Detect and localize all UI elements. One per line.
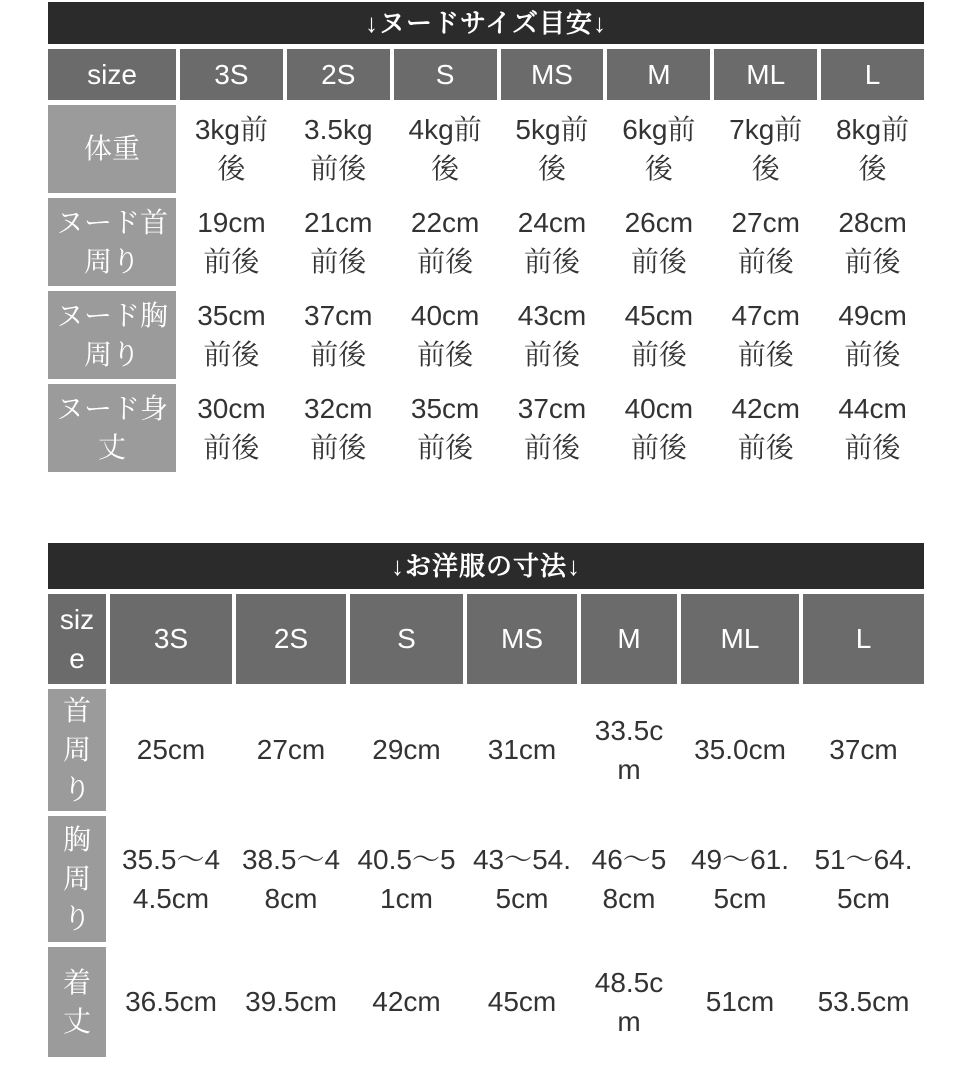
table-title: ↓ヌードサイズ目安↓ xyxy=(48,2,924,44)
value-cell: 39.5cm xyxy=(236,947,346,1057)
value-cell: 33.5cm xyxy=(581,689,677,811)
value-cell: 42cm前後 xyxy=(714,384,817,472)
value-cell: 37cm xyxy=(803,689,924,811)
value-cell: 51〜64.5cm xyxy=(803,816,924,942)
value-cell: 49〜61.5cm xyxy=(681,816,799,942)
value-cell: 28cm前後 xyxy=(821,198,924,286)
value-cell: 3kg前後 xyxy=(180,105,283,193)
value-cell: 49cm前後 xyxy=(821,291,924,379)
nude-size-table xyxy=(48,2,924,472)
column-header-cell: 2S xyxy=(236,594,346,684)
row-label-cell: ヌード身丈 xyxy=(48,384,176,472)
column-header-cell: 3S xyxy=(180,49,283,100)
row-label-cell: 首周り xyxy=(48,689,106,811)
size-header-cell: size xyxy=(48,594,106,684)
row-label-cell: ヌード胸周り xyxy=(48,291,176,379)
value-cell: 40cm前後 xyxy=(394,291,497,379)
column-header-cell: L xyxy=(803,594,924,684)
value-cell: 35.5〜44.5cm xyxy=(110,816,232,942)
value-cell: 26cm前後 xyxy=(607,198,710,286)
value-cell: 3.5kg前後 xyxy=(287,105,390,193)
value-cell: 45cm前後 xyxy=(607,291,710,379)
value-cell: 46〜58cm xyxy=(581,816,677,942)
value-cell: 31cm xyxy=(467,689,577,811)
value-cell: 53.5cm xyxy=(803,947,924,1057)
value-cell: 7kg前後 xyxy=(714,105,817,193)
value-cell: 5kg前後 xyxy=(501,105,604,193)
value-cell: 44cm前後 xyxy=(821,384,924,472)
row-label-cell: 着丈 xyxy=(48,947,106,1057)
value-cell: 38.5〜48cm xyxy=(236,816,346,942)
column-header-cell: 2S xyxy=(287,49,390,100)
value-cell: 8kg前後 xyxy=(821,105,924,193)
value-cell: 19cm前後 xyxy=(180,198,283,286)
value-cell: 29cm xyxy=(350,689,463,811)
value-cell: 48.5cm xyxy=(581,947,677,1057)
value-cell: 42cm xyxy=(350,947,463,1057)
value-cell: 30cm前後 xyxy=(180,384,283,472)
value-cell: 27cm前後 xyxy=(714,198,817,286)
value-cell: 37cm前後 xyxy=(287,291,390,379)
column-header-cell: MS xyxy=(467,594,577,684)
size-header-cell: size xyxy=(48,49,176,100)
value-cell: 43cm前後 xyxy=(501,291,604,379)
row-label-cell: 体重 xyxy=(48,105,176,193)
column-header-cell: S xyxy=(394,49,497,100)
value-cell: 22cm前後 xyxy=(394,198,497,286)
value-cell: 21cm前後 xyxy=(287,198,390,286)
value-cell: 51cm xyxy=(681,947,799,1057)
column-header-cell: M xyxy=(581,594,677,684)
value-cell: 35cm前後 xyxy=(394,384,497,472)
value-cell: 24cm前後 xyxy=(501,198,604,286)
row-label-cell: ヌード首周り xyxy=(48,198,176,286)
column-header-cell: ML xyxy=(681,594,799,684)
column-header-cell: ML xyxy=(714,49,817,100)
value-cell: 35.0cm xyxy=(681,689,799,811)
value-cell: 47cm前後 xyxy=(714,291,817,379)
column-header-cell: S xyxy=(350,594,463,684)
column-header-cell: M xyxy=(607,49,710,100)
row-label-cell: 胸周り xyxy=(48,816,106,942)
value-cell: 40.5〜51cm xyxy=(350,816,463,942)
value-cell: 25cm xyxy=(110,689,232,811)
value-cell: 6kg前後 xyxy=(607,105,710,193)
value-cell: 43〜54.5cm xyxy=(467,816,577,942)
value-cell: 35cm前後 xyxy=(180,291,283,379)
value-cell: 27cm xyxy=(236,689,346,811)
value-cell: 36.5cm xyxy=(110,947,232,1057)
value-cell: 37cm前後 xyxy=(501,384,604,472)
value-cell: 45cm xyxy=(467,947,577,1057)
column-header-cell: L xyxy=(821,49,924,100)
value-cell: 4kg前後 xyxy=(394,105,497,193)
column-header-cell: MS xyxy=(501,49,604,100)
garment-size-table xyxy=(48,543,924,1057)
value-cell: 40cm前後 xyxy=(607,384,710,472)
value-cell: 32cm前後 xyxy=(287,384,390,472)
column-header-cell: 3S xyxy=(110,594,232,684)
table-title: ↓お洋服の寸法↓ xyxy=(48,543,924,589)
